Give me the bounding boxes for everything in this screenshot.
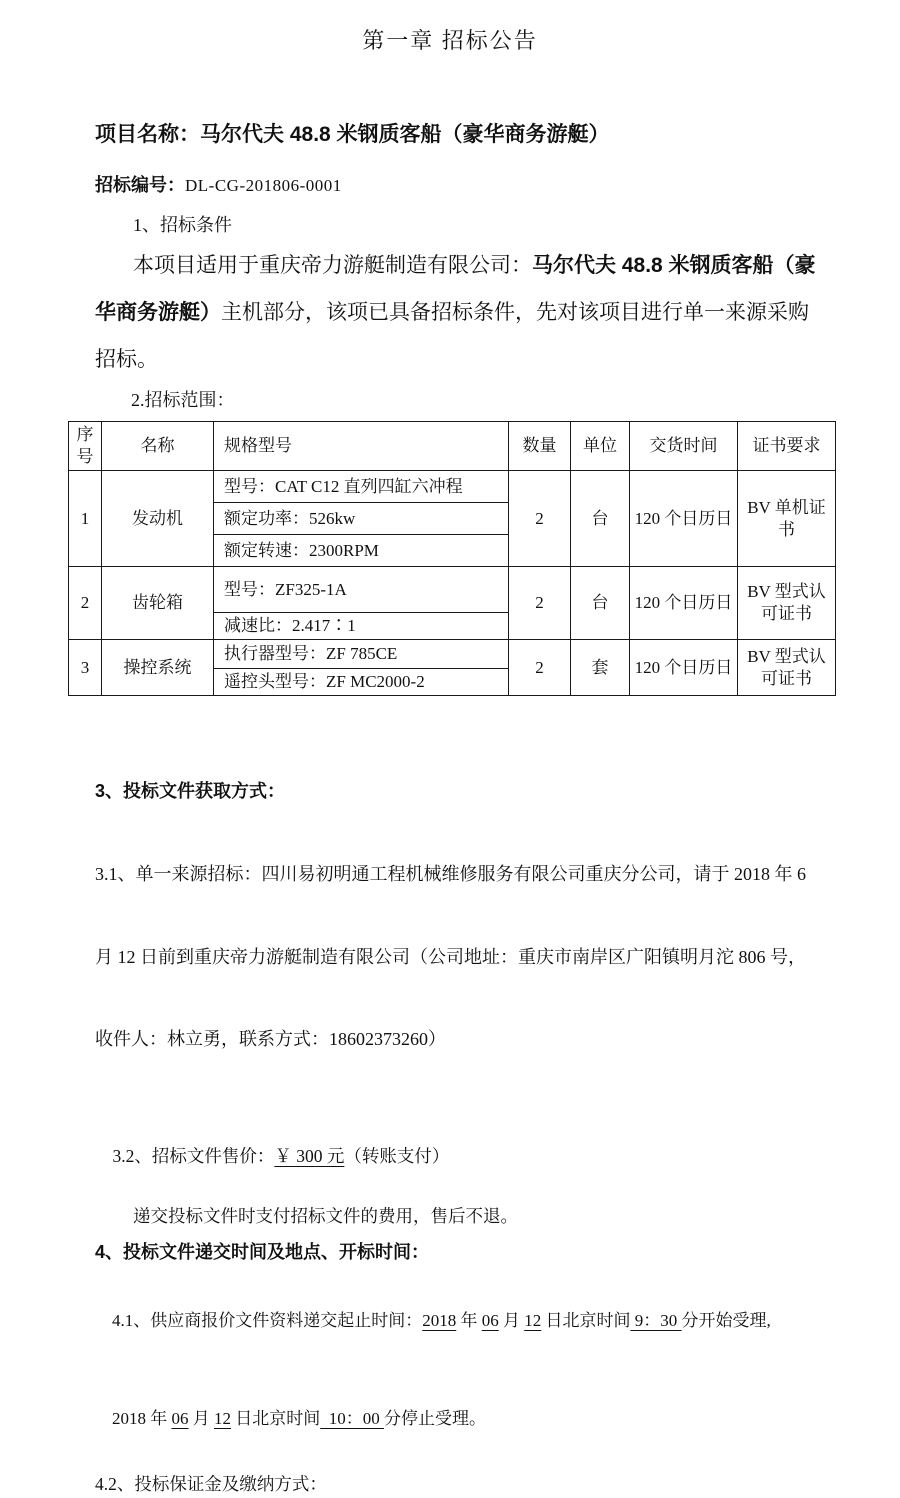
section-4-heading: 4、投标文件递交时间及地点、开标时间：	[95, 1241, 430, 1262]
section-1-heading: 1、招标条件	[133, 215, 232, 235]
text-run: 分开始受理,	[681, 1310, 771, 1330]
cell-cert: BV 型式认可证书	[738, 567, 836, 640]
text-run: 日北京时间	[541, 1310, 631, 1330]
tender-number-label: 招标编号：	[95, 175, 185, 195]
text-run: 4.1、供应商报价文件资料递交起止时间：	[112, 1310, 423, 1330]
text-run-underlined: 12	[524, 1310, 542, 1330]
paragraph-line: 3.1、单一来源招标：四川易初明通工程机械维修服务有限公司重庆分公司，请于 2018 年 6	[95, 864, 806, 884]
section-3-heading: 3、投标文件获取方式：	[95, 781, 286, 801]
text-run: 3.2、招标文件售价：	[112, 1145, 275, 1166]
text-run: 月	[188, 1408, 214, 1428]
cell-spec: 遥控头型号：ZF MC2000-2	[214, 669, 509, 696]
cell-cert: BV 型式认可证书	[738, 640, 836, 696]
cell-cert: BV 单机证书	[738, 471, 836, 567]
section-1-paragraph	[95, 242, 840, 383]
col-header-qty: 数量	[509, 422, 571, 471]
cell-spec: 额定转速：2300RPM	[214, 535, 509, 567]
col-header-seq: 序号	[69, 422, 102, 471]
text-run-underlined: ￥ 300 元	[274, 1145, 345, 1166]
cell-qty: 2	[509, 640, 571, 696]
section-2-heading: 2.招标范围：	[131, 390, 235, 410]
paragraph-line	[95, 289, 840, 336]
cell-spec: 型号：CAT C12 直列四缸六冲程	[214, 471, 509, 503]
cell-delivery: 120 个日历日	[630, 640, 738, 696]
text-run-bold: 华商务游艇）	[95, 301, 221, 324]
table-header-row	[69, 422, 836, 471]
text-run-underlined: 06	[481, 1310, 499, 1330]
col-header-spec: 规格型号	[214, 422, 509, 471]
project-name-heading: 项目名称：马尔代夫 48.8 米钢质客船（豪华商务游艇）	[95, 123, 610, 146]
text-run-underlined: 06	[171, 1408, 189, 1428]
cell-seq: 1	[69, 471, 102, 567]
cell-qty: 2	[509, 567, 571, 640]
paragraph-4-2: 4.2、投标保证金及缴纳方式：	[95, 1473, 327, 1494]
cell-seq: 3	[69, 640, 102, 696]
text-run: 2018 年	[112, 1408, 172, 1428]
text-run: 招标。	[95, 347, 158, 371]
cell-name: 齿轮箱	[102, 567, 214, 640]
text-run: 月	[498, 1310, 525, 1330]
table-row	[69, 471, 836, 503]
cell-spec: 执行器型号：ZF 785CE	[214, 640, 509, 669]
paragraph-line	[95, 242, 840, 289]
tender-scope-table	[68, 421, 836, 696]
text-run: 日北京时间	[231, 1408, 321, 1428]
cell-spec: 减速比：2.417∶1	[214, 613, 509, 640]
paragraph-line: 月 12 日前到重庆帝力游艇制造有限公司（公司地址：重庆市南岸区广阳镇明月沱 806 号，	[95, 946, 806, 967]
text-run-underlined: 12	[214, 1408, 231, 1428]
table-row	[69, 567, 836, 613]
cell-name: 发动机	[102, 471, 214, 567]
text-run-bold: 马尔代夫 48.8 米钢质客船（豪	[532, 254, 816, 277]
paragraph-line	[95, 336, 840, 383]
cell-spec: 额定功率：526kw	[214, 503, 509, 535]
paragraph-3-1	[95, 806, 842, 1109]
table-row	[69, 640, 836, 669]
col-header-cert: 证书要求	[738, 422, 836, 471]
cell-unit: 套	[571, 640, 630, 696]
text-run-underlined: 2018	[422, 1310, 457, 1330]
paragraph-line: 收件人：林立勇，联系方式：18602373260）	[95, 1029, 446, 1049]
paragraph-3-2-note: 递交投标文件时支付招标文件的费用，售后不退。	[133, 1205, 518, 1226]
text-run: （转账支付）	[344, 1145, 450, 1166]
text-run: 本项目适用于重庆帝力游艇制造有限公司：	[133, 253, 532, 277]
cell-spec: 型号：ZF325-1A	[214, 567, 509, 613]
text-run: 分停止受理。	[384, 1408, 486, 1428]
tender-number-value: DL-CG-201806-0001	[185, 176, 342, 195]
cell-unit: 台	[571, 567, 630, 640]
col-header-name: 名称	[102, 422, 214, 471]
cell-unit: 台	[571, 471, 630, 567]
cell-seq: 2	[69, 567, 102, 640]
text-run-underlined: 9：30	[630, 1310, 682, 1330]
col-header-delivery: 交货时间	[630, 422, 738, 471]
paragraph-4-1-line2	[95, 1375, 900, 1462]
paragraph-4-1-line1	[95, 1277, 900, 1364]
text-run-underlined: 10：00	[320, 1408, 384, 1428]
cell-delivery: 120 个日历日	[630, 567, 738, 640]
cell-name: 操控系统	[102, 640, 214, 696]
text-run: 主机部分，该项已具备招标条件，先对该项目进行单一来源采购	[221, 300, 809, 324]
cell-qty: 2	[509, 471, 571, 567]
tender-number-line	[95, 173, 900, 198]
text-run: 年	[456, 1310, 482, 1330]
chapter-title: 第一章 招标公告	[362, 28, 538, 53]
cell-delivery: 120 个日历日	[630, 471, 738, 567]
paragraph-3-2	[95, 1114, 900, 1198]
col-header-unit: 单位	[571, 422, 630, 471]
